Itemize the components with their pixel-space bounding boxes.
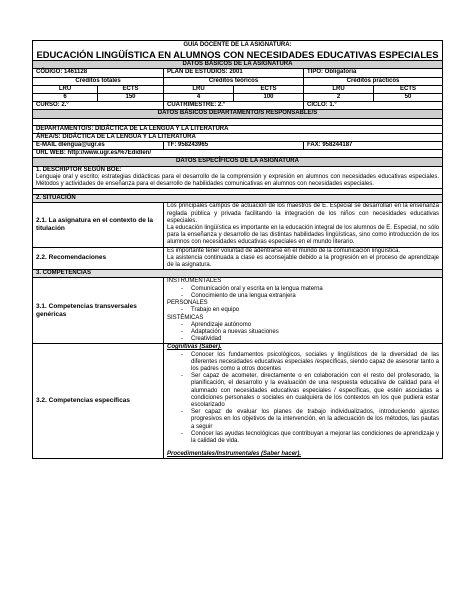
course-year: CURSO: 2.º [33,102,164,110]
descriptor-section [33,166,443,189]
context-paragraph: La educación lingüística es importante en la educación integral de los alumnos de E. Especial, no sólo para la enseñanza y desarrollo de las distintas habilidades lingüísticas, sino como introducción de los alumnos con necesidades educativas especiales en el mundo literario. [167,225,439,246]
ects-header: ECTS [374,85,443,93]
list-item: - Adaptación a nuevas situaciones [181,329,439,336]
credit-value: 4 [164,94,234,102]
list-item: - Conocimiento de una lengua extranjera [181,293,439,300]
email: E-MAIL dlengua@ugr.es [33,142,164,150]
phone: TF: 958243965 [164,142,304,150]
list-item: - Conocer las ayudas tecnológicas que contribuyan a mejorar las condiciones de aprendizaje y la calidad de vida. [181,431,439,445]
fax: FAX: 958244187 [304,142,443,150]
generic-competences [164,278,443,344]
teaching-guide [32,40,442,459]
course-title: EDUCACIÓN LINGÜÍSTICA EN ALUMNOS CON NECESIDADES EDUCATIVAS ESPECIALES [36,49,439,61]
credits-practice-label: Créditos prácticos [304,77,443,85]
credits-theory-label: Créditos teóricos [164,77,304,85]
context-label: 2.1. La asignatura en el contexto de la titulación [33,203,164,247]
cycle: CICLO: 1.º [304,102,443,110]
list-item: - Aprendizaje autónomo [181,322,439,329]
website-url: URL WEB: http://www.ugr.es/%7Edidlen/ [33,150,443,158]
specific-data-heading: DATOS ESPECÍFICOS DE LA ASIGNATURA [33,158,443,166]
context-paragraph: Los principales campos de actuación de los maestros de E. Especial se desarrollan en la enseñanza reglada pública y privada facilitando la integración de los niños con necesidades educativas especiales. [167,203,439,224]
personal-heading: PERSONALES [167,300,208,307]
generic-competences-label: 3.1. Competencias transversales genéricas [33,278,164,344]
header-cell [33,41,443,61]
systemic-list [167,322,439,344]
situation-title: 2. SITUACIÓN [33,195,443,203]
procedural-heading: Procedimentales/Instrumentales (Saber hacer). [167,451,302,458]
descriptor-title: 1. DESCRIPTOR SEGÚN BOE: [36,166,122,173]
lru-header: LRU [304,85,374,93]
specific-competences-label: 3.2. Competencias específicas [33,344,164,459]
systemic-heading: SISTÉMICAS [167,314,204,321]
term: CUATRIMESTRE: 2.º [164,102,304,110]
competences-title: 3. COMPETENCIAS [33,270,443,278]
list-item: - Conocer los fundamentos psicológicos, sociales y lingüísticos de la diversidad de las diferentes necesidades educativas especiales /específicas, siendo capaz de asesorar tanto a los padres como a otros docentes [181,352,439,374]
area: ÁREA/S: DIDÁCTICA DE LA LENGUA Y LA LITERATURA [33,133,443,141]
credit-value: 150 [98,94,164,102]
list-item: - Ser capaz de evaluar los planes de trabajo individualizados, introduciendo ajustes progresivos en los objetivos de la intervención, en la adecuación de los métodos, las pautas a seguir [181,409,439,431]
ects-header: ECTS [234,85,304,93]
list-item: - Creatividad [181,336,439,343]
recommendations-text [164,247,443,270]
credit-value: 2 [304,94,374,102]
recommendation: La asistencia continuada a clase es aconsejable debido a la progresión en el proceso de aprendizaje de la asignatura. [167,254,439,269]
specific-competences [164,344,443,459]
study-plan: PLAN DE ESTUDIOS: 2001 [164,69,304,77]
lru-header: LRU [164,85,234,93]
list-item: - Comunicación oral y escrita en la lengua materna [181,286,439,293]
credit-value: 100 [234,94,304,102]
department-heading: DATOS BÁSICOS DEPARTAMENTO/S RESPONSABLE/S [33,110,443,118]
recommendations-label: 2.2. Recomendaciones [33,247,164,270]
instrumental-heading: INSTRUMENTALES [167,278,222,285]
course-type: TIPO: Obligatoria [304,69,443,77]
guide-table [32,40,443,459]
course-code: CÓDIGO: 1461128 [33,69,164,77]
list-item: - Trabajo en equipo [181,307,439,314]
context-text [164,203,443,247]
descriptor-text: Lenguaje oral y escrito; estrategias didácticas para el desarrollo de la comprensión y expresión en alumnos con necesidades educativas especiales. Métodos y actividades de enseñanza para el desarrollo de habilidades comunicativas en alumnos con necesidades especiales. [36,173,439,188]
credit-value: 50 [374,94,443,102]
credits-total-label: Créditos totales [33,77,164,85]
personal-list [167,307,439,314]
list-item: - Ser capaz de acometer, directamente o en colaboración con el resto del profesorado, la planificación, el desarrollo y la evaluación de una respuesta educativa de calidad para el alumnado con necesidades educativas especiales / específicas, que estén asociadas a condiciones personales o sociales en cualquiera de los contextos en los que pudiera estar escolarizado [181,373,439,409]
cognitive-list [167,352,439,446]
basic-data-heading: DATOS BÁSICOS DE LA ASIGNATURA [33,61,443,69]
cognitive-heading: Cognitivas (Saber). [167,344,222,351]
instrumental-list [167,286,439,300]
lru-header: LRU [33,85,98,93]
credit-value: 6 [33,94,98,102]
guide-label: GUÍA DOCENTE DE LA ASIGNATURA: [183,42,292,48]
department: DEPARTAMENTO/S: DIDÁCTICA DE LA LENGUA Y LA LITERATURA [33,125,443,133]
ects-header: ECTS [98,85,164,93]
recommendation: Es importante tener voluntad de adentrarse en el mundo de la comunicación lingüística. [167,247,401,254]
spacer-row [33,118,443,125]
